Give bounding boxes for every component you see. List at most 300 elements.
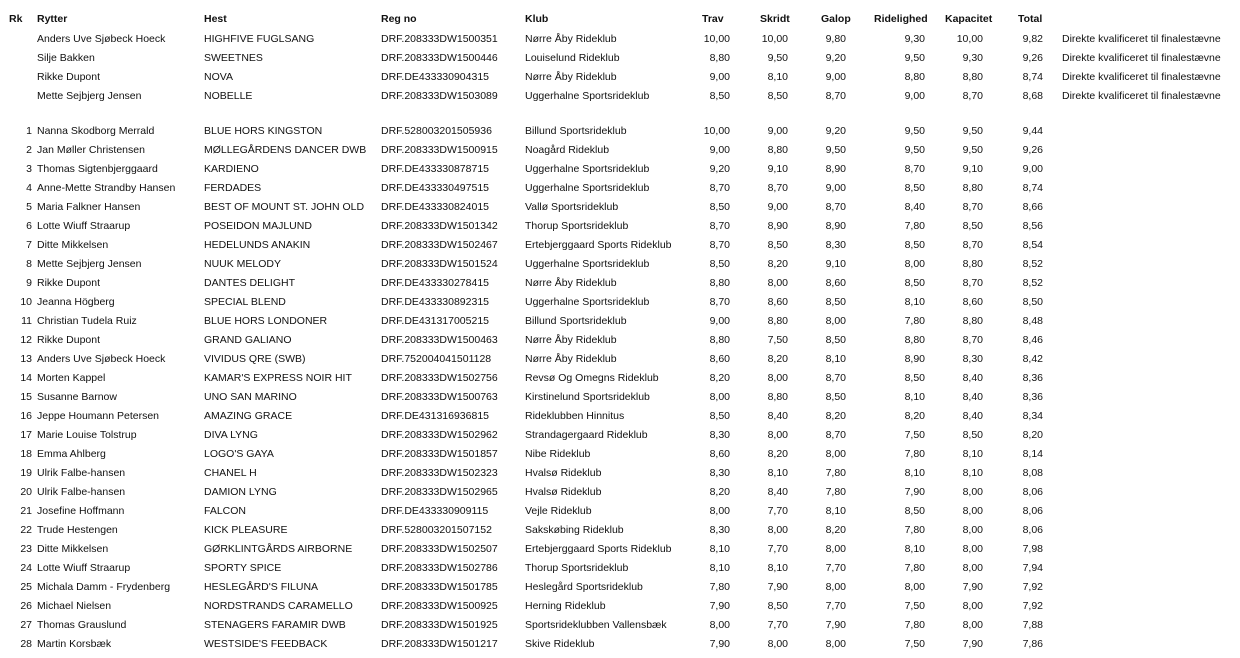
cell-hest: HIGHFIVE FUGLSANG — [204, 33, 315, 45]
cell-total: 8,74 — [1022, 71, 1043, 83]
cell-trav: 9,20 — [709, 163, 730, 175]
cell-galop: 8,50 — [825, 334, 846, 346]
cell-rytter: Josefine Hoffmann — [37, 505, 125, 517]
cell-kapacitet: 8,10 — [962, 448, 983, 460]
cell-trav: 7,90 — [709, 638, 730, 650]
cell-klub: Vallø Sportsrideklub — [525, 201, 619, 213]
cell-galop: 8,00 — [825, 448, 846, 460]
cell-kapacitet: 8,70 — [962, 334, 983, 346]
cell-kapacitet: 8,80 — [962, 71, 983, 83]
cell-total: 9,44 — [1022, 125, 1043, 137]
cell-rk: 3 — [26, 163, 32, 175]
cell-kapacitet: 8,40 — [962, 410, 983, 422]
cell-hest: KICK PLEASURE — [204, 524, 288, 536]
cell-skridt: 7,90 — [767, 581, 788, 593]
cell-hest: LOGO'S GAYA — [204, 448, 274, 460]
cell-rytter: Thomas Grauslund — [37, 619, 127, 631]
cell-rytter: Jeppe Houmann Petersen — [37, 410, 159, 422]
cell-reg-no: DRF.208333DW1502962 — [381, 429, 498, 441]
cell-hest: BLUE HORS KINGSTON — [204, 125, 323, 137]
cell-hest: DIVA LYNG — [204, 429, 258, 441]
header-total: Total — [1018, 13, 1043, 25]
cell-reg-no: DRF.208333DW1500446 — [381, 52, 498, 64]
cell-total: 8,36 — [1022, 372, 1043, 384]
cell-skridt: 8,50 — [767, 600, 788, 612]
cell-rk: 20 — [20, 486, 32, 498]
cell-trav: 9,00 — [709, 71, 730, 83]
table-row — [0, 426, 1240, 445]
cell-skridt: 8,00 — [767, 277, 788, 289]
cell-klub: Skive Rideklub — [525, 638, 595, 650]
cell-rytter: Ditte Mikkelsen — [37, 543, 109, 555]
cell-rk: 18 — [20, 448, 32, 460]
cell-hest: KARDIENO — [204, 163, 259, 175]
cell-ridelighed: 8,50 — [904, 277, 925, 289]
cell-ridelighed: 8,50 — [904, 239, 925, 251]
cell-skridt: 8,80 — [767, 315, 788, 327]
cell-rk: 23 — [20, 543, 32, 555]
cell-kapacitet: 8,00 — [962, 543, 983, 555]
cell-total: 8,54 — [1022, 239, 1043, 251]
table-row — [0, 616, 1240, 635]
cell-hest: NOVA — [204, 71, 233, 83]
cell-rk: 28 — [20, 638, 32, 650]
cell-skridt: 9,50 — [767, 52, 788, 64]
cell-rytter: Anders Uve Sjøbeck Hoeck — [37, 353, 166, 365]
cell-klub: Sakskøbing Rideklub — [525, 524, 624, 536]
cell-reg-no: DRF.208333DW1501524 — [381, 258, 498, 270]
cell-skridt: 7,70 — [767, 505, 788, 517]
cell-reg-no: DRF.208333DW1502786 — [381, 562, 498, 574]
cell-kapacitet: 8,00 — [962, 486, 983, 498]
cell-galop: 8,10 — [825, 353, 846, 365]
cell-trav: 8,30 — [709, 429, 730, 441]
table-row — [0, 293, 1240, 312]
cell-total: 8,08 — [1022, 467, 1043, 479]
cell-reg-no: DRF.208333DW1501342 — [381, 220, 498, 232]
cell-rytter: Marie Louise Tolstrup — [37, 429, 137, 441]
cell-note: Direkte kvalificeret til finalestævne — [1062, 71, 1221, 83]
cell-galop: 8,00 — [825, 315, 846, 327]
cell-klub: Uggerhalne Sportsrideklub — [525, 296, 650, 308]
cell-total: 8,06 — [1022, 524, 1043, 536]
cell-hest: AMAZING GRACE — [204, 410, 293, 422]
table-row — [0, 597, 1240, 616]
cell-rk: 5 — [26, 201, 32, 213]
cell-ridelighed: 9,00 — [904, 90, 925, 102]
cell-kapacitet: 8,70 — [962, 90, 983, 102]
cell-reg-no: DRF.DE433330824015 — [381, 201, 489, 213]
header-rk: Rk — [9, 13, 23, 25]
table-row — [0, 255, 1240, 274]
cell-trav: 8,70 — [709, 296, 730, 308]
header-rytter: Rytter — [37, 13, 68, 25]
cell-trav: 10,00 — [703, 33, 730, 45]
cell-trav: 8,80 — [709, 277, 730, 289]
table-row — [0, 483, 1240, 502]
cell-rk: 15 — [20, 391, 32, 403]
cell-klub: Nørre Åby Rideklub — [525, 334, 617, 346]
cell-klub: Billund Sportsrideklub — [525, 125, 627, 137]
cell-klub: Ertebjerggaard Sports Rideklub — [525, 239, 672, 251]
cell-kapacitet: 8,70 — [962, 277, 983, 289]
cell-skridt: 8,20 — [767, 258, 788, 270]
cell-reg-no: DRF.208333DW1503089 — [381, 90, 498, 102]
table-row — [0, 388, 1240, 407]
cell-trav: 8,50 — [709, 201, 730, 213]
table-row — [0, 30, 1240, 49]
cell-rytter: Mette Sejbjerg Jensen — [37, 90, 142, 102]
cell-hest: UNO SAN MARINO — [204, 391, 297, 403]
cell-total: 8,46 — [1022, 334, 1043, 346]
cell-hest: MØLLEGÅRDENS DANCER DWB — [204, 144, 367, 156]
cell-trav: 8,00 — [709, 619, 730, 631]
cell-galop: 9,20 — [825, 52, 846, 64]
table-row — [0, 217, 1240, 236]
cell-rk: 2 — [26, 144, 32, 156]
cell-ridelighed: 8,00 — [904, 258, 925, 270]
cell-rytter: Ulrik Falbe-hansen — [37, 486, 126, 498]
cell-hest: SPECIAL BLEND — [204, 296, 286, 308]
cell-total: 8,52 — [1022, 258, 1043, 270]
cell-ridelighed: 7,80 — [904, 315, 925, 327]
cell-skridt: 8,40 — [767, 486, 788, 498]
cell-rk: 6 — [26, 220, 32, 232]
cell-trav: 8,20 — [709, 372, 730, 384]
cell-skridt: 8,70 — [767, 182, 788, 194]
cell-trav: 7,90 — [709, 600, 730, 612]
cell-rk: 1 — [26, 125, 32, 137]
cell-trav: 8,60 — [709, 448, 730, 460]
cell-galop: 8,70 — [825, 201, 846, 213]
table-row — [0, 445, 1240, 464]
header-galop: Galop — [821, 13, 851, 25]
cell-total: 9,26 — [1022, 52, 1043, 64]
cell-ridelighed: 7,80 — [904, 524, 925, 536]
cell-rk: 4 — [26, 182, 32, 194]
cell-rytter: Martin Korsbæk — [37, 638, 112, 650]
cell-skridt: 8,00 — [767, 372, 788, 384]
cell-rytter: Susanne Barnow — [37, 391, 117, 403]
cell-klub: Revsø Og Omegns Rideklub — [525, 372, 659, 384]
cell-reg-no: DRF.208333DW1502507 — [381, 543, 498, 555]
cell-ridelighed: 8,50 — [904, 372, 925, 384]
cell-klub: Herning Rideklub — [525, 600, 606, 612]
cell-galop: 7,70 — [825, 600, 846, 612]
table-row — [0, 236, 1240, 255]
cell-total: 8,14 — [1022, 448, 1043, 460]
header-trav: Trav — [702, 13, 724, 25]
cell-skridt: 8,20 — [767, 448, 788, 460]
cell-kapacitet: 9,50 — [962, 144, 983, 156]
cell-trav: 10,00 — [703, 125, 730, 137]
cell-galop: 9,80 — [825, 33, 846, 45]
cell-klub: Ertebjerggaard Sports Rideklub — [525, 543, 672, 555]
cell-klub: Kirstinelund Sportsrideklub — [525, 391, 650, 403]
cell-hest: SWEETNES — [204, 52, 263, 64]
cell-kapacitet: 8,80 — [962, 258, 983, 270]
cell-total: 8,06 — [1022, 505, 1043, 517]
cell-rytter: Jeanna Högberg — [37, 296, 115, 308]
cell-hest: BEST OF MOUNT ST. JOHN OLD — [204, 201, 365, 213]
table-row — [0, 502, 1240, 521]
cell-total: 8,56 — [1022, 220, 1043, 232]
cell-galop: 7,90 — [825, 619, 846, 631]
cell-galop: 8,90 — [825, 220, 846, 232]
cell-klub: Sportsrideklubben Vallensbæk — [525, 619, 667, 631]
cell-trav: 8,00 — [709, 505, 730, 517]
cell-ridelighed: 8,90 — [904, 353, 925, 365]
cell-galop: 8,20 — [825, 524, 846, 536]
cell-reg-no: DRF.208333DW1502323 — [381, 467, 498, 479]
cell-rytter: Emma Ahlberg — [37, 448, 106, 460]
cell-rytter: Morten Kappel — [37, 372, 106, 384]
cell-trav: 8,00 — [709, 391, 730, 403]
cell-klub: Uggerhalne Sportsrideklub — [525, 258, 650, 270]
cell-hest: DANTES DELIGHT — [204, 277, 296, 289]
cell-kapacitet: 8,60 — [962, 296, 983, 308]
table-header — [0, 10, 1240, 29]
cell-galop: 8,00 — [825, 638, 846, 650]
table-row — [0, 68, 1240, 87]
cell-trav: 8,50 — [709, 90, 730, 102]
cell-klub: Nibe Rideklub — [525, 448, 591, 460]
table-row — [0, 635, 1240, 654]
cell-skridt: 9,00 — [767, 125, 788, 137]
cell-ridelighed: 9,50 — [904, 144, 925, 156]
cell-rytter: Anne-Mette Strandby Hansen — [37, 182, 176, 194]
cell-total: 7,92 — [1022, 600, 1043, 612]
cell-ridelighed: 8,10 — [904, 467, 925, 479]
cell-trav: 8,80 — [709, 334, 730, 346]
cell-note: Direkte kvalificeret til finalestævne — [1062, 33, 1221, 45]
cell-klub: Hvalsø Rideklub — [525, 467, 602, 479]
cell-skridt: 7,50 — [767, 334, 788, 346]
cell-kapacitet: 8,40 — [962, 372, 983, 384]
cell-reg-no: DRF.DE431317005215 — [381, 315, 489, 327]
cell-ridelighed: 9,50 — [904, 125, 925, 137]
cell-galop: 9,00 — [825, 71, 846, 83]
cell-reg-no: DRF.DE433330892315 — [381, 296, 489, 308]
cell-reg-no: DRF.DE433330497515 — [381, 182, 489, 194]
cell-trav: 9,00 — [709, 144, 730, 156]
cell-total: 9,82 — [1022, 33, 1043, 45]
cell-skridt: 7,70 — [767, 619, 788, 631]
cell-reg-no: DRF.208333DW1501925 — [381, 619, 498, 631]
cell-rk: 12 — [20, 334, 32, 346]
cell-hest: NUUK MELODY — [204, 258, 282, 270]
cell-reg-no: DRF.208333DW1500351 — [381, 33, 498, 45]
cell-ridelighed: 8,20 — [904, 410, 925, 422]
cell-ridelighed: 7,80 — [904, 562, 925, 574]
cell-rytter: Lotte Wiuff Straarup — [37, 220, 131, 232]
cell-hest: BLUE HORS LONDONER — [204, 315, 328, 327]
cell-klub: Strandagergaard Rideklub — [525, 429, 648, 441]
cell-reg-no: DRF.DE433330278415 — [381, 277, 489, 289]
cell-hest: VIVIDUS QRE (SWB) — [204, 353, 306, 365]
cell-rytter: Rikke Dupont — [37, 277, 101, 289]
cell-hest: HESLEGÅRD'S FILUNA — [204, 581, 319, 593]
cell-galop: 7,80 — [825, 467, 846, 479]
cell-kapacitet: 8,80 — [962, 315, 983, 327]
cell-ridelighed: 8,10 — [904, 391, 925, 403]
cell-reg-no: DRF.208333DW1500463 — [381, 334, 498, 346]
cell-rytter: Christian Tudela Ruiz — [37, 315, 137, 327]
cell-note: Direkte kvalificeret til finalestævne — [1062, 90, 1221, 102]
cell-rytter: Rikke Dupont — [37, 71, 101, 83]
table-row — [0, 122, 1240, 141]
cell-trav: 8,10 — [709, 562, 730, 574]
cell-skridt: 8,10 — [767, 71, 788, 83]
cell-rytter: Rikke Dupont — [37, 334, 101, 346]
cell-total: 7,88 — [1022, 619, 1043, 631]
cell-galop: 8,00 — [825, 581, 846, 593]
cell-total: 8,68 — [1022, 90, 1043, 102]
cell-hest: DAMION LYNG — [204, 486, 277, 498]
cell-rytter: Ditte Mikkelsen — [37, 239, 109, 251]
cell-reg-no: DRF.528003201507152 — [381, 524, 492, 536]
cell-rytter: Jan Møller Christensen — [37, 144, 145, 156]
cell-kapacitet: 7,90 — [962, 638, 983, 650]
cell-klub: Rideklubben Hinnitus — [525, 410, 625, 422]
cell-rk: 9 — [26, 277, 32, 289]
cell-ridelighed: 7,50 — [904, 429, 925, 441]
table-row — [0, 198, 1240, 217]
cell-rk: 8 — [26, 258, 32, 270]
table-row — [0, 559, 1240, 578]
cell-skridt: 8,00 — [767, 524, 788, 536]
cell-total: 8,52 — [1022, 277, 1043, 289]
cell-reg-no: DRF.208333DW1502756 — [381, 372, 498, 384]
cell-rk: 16 — [20, 410, 32, 422]
cell-klub: Thorup Sportsrideklub — [525, 562, 629, 574]
cell-total: 9,26 — [1022, 144, 1043, 156]
cell-kapacitet: 8,80 — [962, 182, 983, 194]
cell-kapacitet: 10,00 — [956, 33, 983, 45]
cell-galop: 8,70 — [825, 372, 846, 384]
cell-skridt: 8,20 — [767, 353, 788, 365]
cell-rk: 24 — [20, 562, 32, 574]
cell-total: 7,94 — [1022, 562, 1043, 574]
cell-klub: Thorup Sportsrideklub — [525, 220, 629, 232]
cell-rk: 19 — [20, 467, 32, 479]
cell-klub: Vejle Rideklub — [525, 505, 592, 517]
cell-kapacitet: 9,10 — [962, 163, 983, 175]
cell-trav: 8,30 — [709, 524, 730, 536]
cell-rytter: Maria Falkner Hansen — [37, 201, 141, 213]
cell-ridelighed: 9,50 — [904, 52, 925, 64]
cell-rk: 21 — [20, 505, 32, 517]
cell-trav: 8,70 — [709, 239, 730, 251]
cell-kapacitet: 8,00 — [962, 505, 983, 517]
header-ridelighed: Ridelighed — [874, 13, 928, 25]
cell-kapacitet: 7,90 — [962, 581, 983, 593]
cell-total: 7,92 — [1022, 581, 1043, 593]
cell-rytter: Thomas Sigtenbjerggaard — [37, 163, 158, 175]
cell-total: 8,66 — [1022, 201, 1043, 213]
cell-hest: STENAGERS FARAMIR DWB — [204, 619, 346, 631]
cell-klub: Nørre Åby Rideklub — [525, 33, 617, 45]
cell-klub: Uggerhalne Sportsrideklub — [525, 90, 650, 102]
cell-galop: 9,10 — [825, 258, 846, 270]
cell-galop: 8,60 — [825, 277, 846, 289]
cell-kapacitet: 8,30 — [962, 353, 983, 365]
cell-rytter: Trude Hestengen — [37, 524, 118, 536]
cell-total: 7,98 — [1022, 543, 1043, 555]
cell-rk: 14 — [20, 372, 32, 384]
cell-skridt: 7,70 — [767, 543, 788, 555]
cell-reg-no: DRF.208333DW1501857 — [381, 448, 498, 460]
cell-klub: Billund Sportsrideklub — [525, 315, 627, 327]
cell-hest: GRAND GALIANO — [204, 334, 292, 346]
cell-ridelighed: 8,10 — [904, 543, 925, 555]
cell-ridelighed: 9,30 — [904, 33, 925, 45]
cell-rytter: Michala Damm - Frydenberg — [37, 581, 171, 593]
cell-trav: 8,70 — [709, 182, 730, 194]
cell-ridelighed: 8,70 — [904, 163, 925, 175]
cell-kapacitet: 8,40 — [962, 391, 983, 403]
cell-galop: 9,50 — [825, 144, 846, 156]
cell-skridt: 8,40 — [767, 410, 788, 422]
cell-rytter: Nanna Skodborg Merrald — [37, 125, 155, 137]
cell-reg-no: DRF.208333DW1502467 — [381, 239, 498, 251]
cell-skridt: 8,50 — [767, 90, 788, 102]
cell-trav: 8,70 — [709, 220, 730, 232]
cell-galop: 8,50 — [825, 391, 846, 403]
cell-trav: 8,60 — [709, 353, 730, 365]
cell-kapacitet: 8,10 — [962, 467, 983, 479]
cell-total: 7,86 — [1022, 638, 1043, 650]
cell-trav: 7,80 — [709, 581, 730, 593]
cell-ridelighed: 7,80 — [904, 220, 925, 232]
table-row — [0, 350, 1240, 369]
cell-rk: 25 — [20, 581, 32, 593]
cell-reg-no: DRF.208333DW1500915 — [381, 144, 498, 156]
cell-skridt: 8,00 — [767, 429, 788, 441]
cell-ridelighed: 8,10 — [904, 296, 925, 308]
cell-klub: Louiselund Rideklub — [525, 52, 620, 64]
cell-hest: KAMAR'S EXPRESS NOIR HIT — [204, 372, 352, 384]
cell-ridelighed: 7,80 — [904, 448, 925, 460]
cell-skridt: 8,10 — [767, 467, 788, 479]
cell-klub: Nørre Åby Rideklub — [525, 71, 617, 83]
cell-trav: 8,10 — [709, 543, 730, 555]
cell-klub: Heslegård Sportsrideklub — [525, 581, 643, 593]
cell-reg-no: DRF.208333DW1501217 — [381, 638, 498, 650]
cell-hest: SPORTY SPICE — [204, 562, 282, 574]
cell-ridelighed: 7,80 — [904, 619, 925, 631]
cell-rytter: Michael Nielsen — [37, 600, 112, 612]
cell-ridelighed: 8,50 — [904, 182, 925, 194]
cell-rytter: Ulrik Falbe-hansen — [37, 467, 126, 479]
header-hest: Hest — [204, 13, 227, 25]
cell-klub: Uggerhalne Sportsrideklub — [525, 163, 650, 175]
cell-reg-no: DRF.208333DW1500925 — [381, 600, 498, 612]
cell-reg-no: DRF.208333DW1500763 — [381, 391, 498, 403]
cell-galop: 8,20 — [825, 410, 846, 422]
cell-skridt: 8,80 — [767, 391, 788, 403]
cell-rk: 11 — [21, 315, 32, 327]
table-row — [0, 578, 1240, 597]
cell-total: 8,20 — [1022, 429, 1043, 441]
cell-total: 9,00 — [1022, 163, 1043, 175]
header-klub: Klub — [525, 13, 549, 25]
cell-rytter: Mette Sejbjerg Jensen — [37, 258, 142, 270]
header-reg-no: Reg no — [381, 13, 417, 25]
cell-trav: 8,30 — [709, 467, 730, 479]
table-row — [0, 160, 1240, 179]
cell-rk: 27 — [20, 619, 32, 631]
